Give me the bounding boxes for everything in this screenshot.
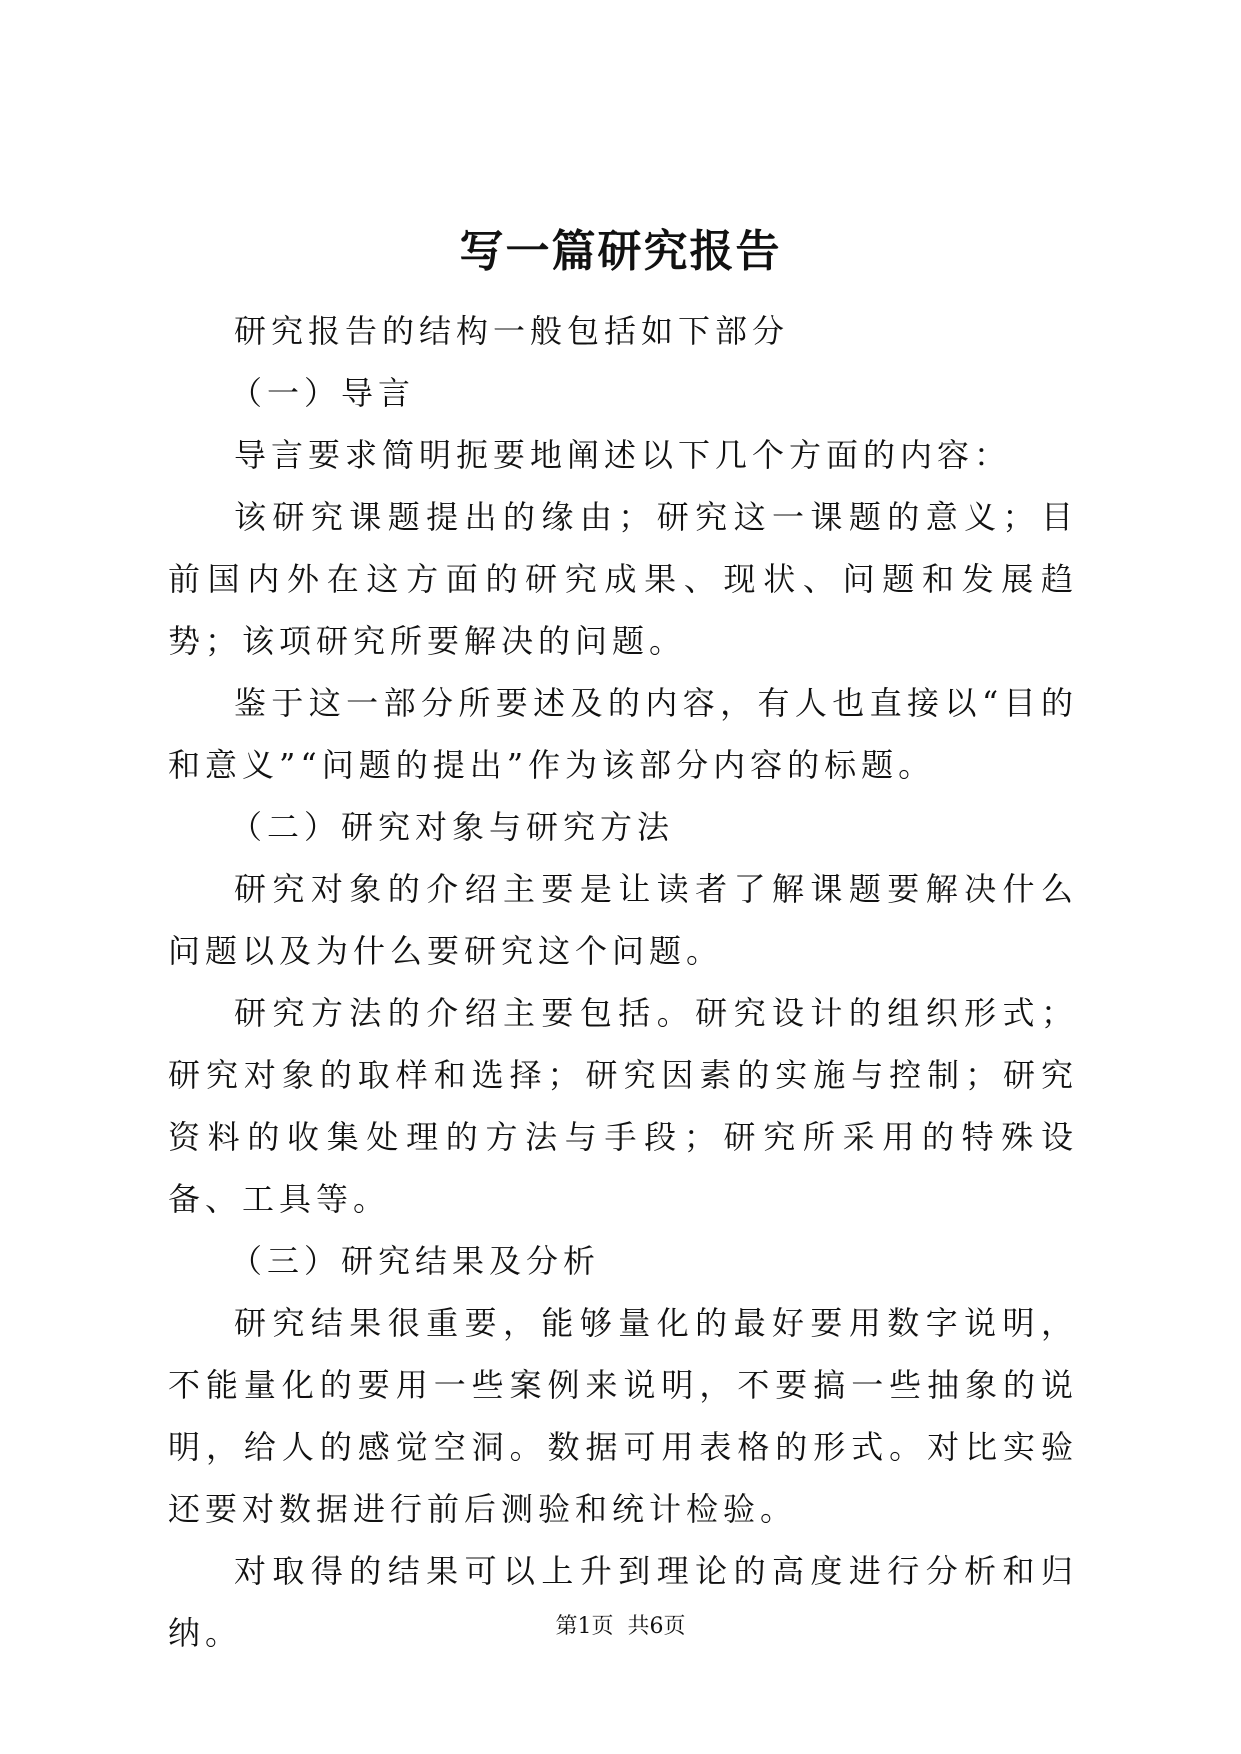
page-footer: [0, 1612, 1241, 1642]
body-paragraph: 对取得的结果可以上升到理论的高度进行分析和归纳。: [168, 1552, 1078, 1652]
section-heading-subjects-methods: （二）研究对象与研究方法: [230, 808, 675, 846]
section-heading-results-analysis: （三）研究结果及分析: [230, 1242, 601, 1280]
body-paragraph: 研究结果很重要，能够量化的最好要用数字说明，不能量化的要用一些案例来说明，不要搞一些抽象的说明，给人的感觉空洞。数据可用表格的形式。对比实验还要对数据进行前后测验和统计检验。: [168, 1304, 1078, 1528]
body-paragraph: 鉴于这一部分所要述及的内容，有人也直接以“目的和意义”“问题的提出”作为该部分内容的标题。: [168, 684, 1078, 784]
body-paragraph: 该研究课题提出的缘由；研究这一课题的意义；目前国内外在这方面的研究成果、现状、问题和发展趋势；该项研究所要解决的问题。: [168, 498, 1078, 660]
body-paragraph: 研究对象的介绍主要是让读者了解课题要解决什么问题以及为什么要研究这个问题。: [168, 870, 1078, 970]
document-body: [168, 300, 1078, 1664]
page-number-total: 共6页: [627, 1614, 686, 1639]
intro-paragraph: 研究报告的结构一般包括如下部分: [234, 312, 790, 350]
document-title: 写一篇研究报告: [459, 226, 782, 277]
page-number-current: 第1页: [555, 1614, 614, 1639]
section-heading-introduction: （一）导言: [230, 374, 416, 412]
body-paragraph: 研究方法的介绍主要包括。研究设计的组织形式；研究对象的取样和选择；研究因素的实施与控制；研究资料的收集处理的方法与手段；研究所采用的特殊设备、工具等。: [168, 994, 1078, 1218]
body-paragraph: 导言要求简明扼要地阐述以下几个方面的内容：: [234, 436, 1012, 474]
